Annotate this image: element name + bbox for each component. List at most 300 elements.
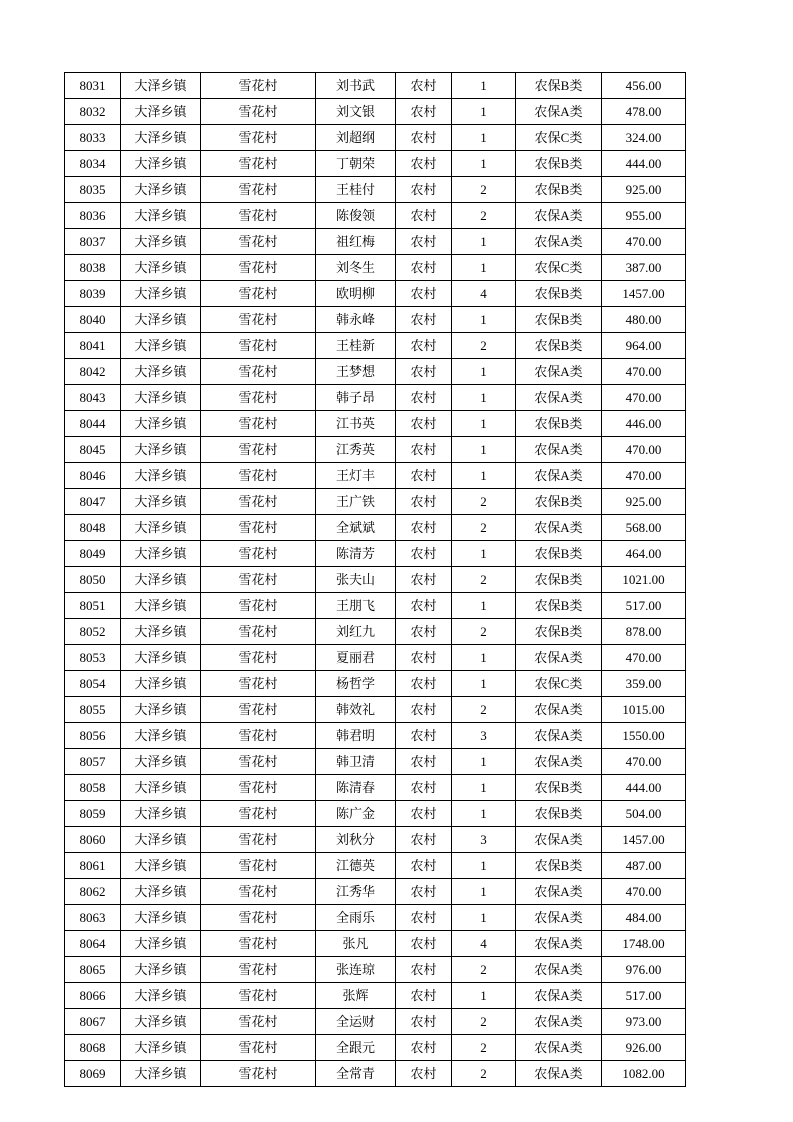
cell-residence-type: 农村 xyxy=(396,255,452,281)
cell-village: 雪花村 xyxy=(201,125,316,151)
cell-person-count: 1 xyxy=(452,73,516,99)
cell-serial: 8051 xyxy=(65,593,121,619)
cell-serial: 8058 xyxy=(65,775,121,801)
cell-serial: 8036 xyxy=(65,203,121,229)
cell-person-count: 1 xyxy=(452,229,516,255)
cell-village: 雪花村 xyxy=(201,749,316,775)
cell-amount: 517.00 xyxy=(602,593,686,619)
cell-insurance-category: 农保A类 xyxy=(516,99,602,125)
cell-person-count: 2 xyxy=(452,489,516,515)
cell-residence-type: 农村 xyxy=(396,749,452,775)
cell-name: 张凡 xyxy=(316,931,396,957)
cell-serial: 8047 xyxy=(65,489,121,515)
cell-township: 大泽乡镇 xyxy=(121,515,201,541)
cell-insurance-category: 农保A类 xyxy=(516,879,602,905)
benefit-table xyxy=(64,72,686,1087)
cell-township: 大泽乡镇 xyxy=(121,593,201,619)
cell-serial: 8035 xyxy=(65,177,121,203)
cell-serial: 8043 xyxy=(65,385,121,411)
cell-name: 刘冬生 xyxy=(316,255,396,281)
cell-township: 大泽乡镇 xyxy=(121,229,201,255)
cell-name: 刘秋分 xyxy=(316,827,396,853)
table-row xyxy=(65,827,686,853)
cell-village: 雪花村 xyxy=(201,463,316,489)
cell-township: 大泽乡镇 xyxy=(121,541,201,567)
cell-insurance-category: 农保A类 xyxy=(516,697,602,723)
cell-residence-type: 农村 xyxy=(396,203,452,229)
cell-village: 雪花村 xyxy=(201,203,316,229)
cell-residence-type: 农村 xyxy=(396,957,452,983)
cell-insurance-category: 农保A类 xyxy=(516,905,602,931)
cell-person-count: 1 xyxy=(452,749,516,775)
table-row xyxy=(65,801,686,827)
cell-township: 大泽乡镇 xyxy=(121,931,201,957)
cell-township: 大泽乡镇 xyxy=(121,801,201,827)
cell-amount: 1457.00 xyxy=(602,281,686,307)
table-row xyxy=(65,983,686,1009)
cell-village: 雪花村 xyxy=(201,671,316,697)
cell-person-count: 3 xyxy=(452,723,516,749)
cell-person-count: 1 xyxy=(452,593,516,619)
cell-person-count: 2 xyxy=(452,177,516,203)
table-row xyxy=(65,1035,686,1061)
cell-insurance-category: 农保B类 xyxy=(516,775,602,801)
table-row xyxy=(65,749,686,775)
cell-residence-type: 农村 xyxy=(396,645,452,671)
cell-person-count: 2 xyxy=(452,203,516,229)
cell-person-count: 1 xyxy=(452,905,516,931)
cell-person-count: 1 xyxy=(452,255,516,281)
cell-township: 大泽乡镇 xyxy=(121,853,201,879)
cell-amount: 1748.00 xyxy=(602,931,686,957)
cell-township: 大泽乡镇 xyxy=(121,645,201,671)
cell-insurance-category: 农保A类 xyxy=(516,1035,602,1061)
cell-township: 大泽乡镇 xyxy=(121,255,201,281)
table-row xyxy=(65,307,686,333)
table-row xyxy=(65,723,686,749)
cell-residence-type: 农村 xyxy=(396,983,452,1009)
cell-residence-type: 农村 xyxy=(396,1009,452,1035)
cell-village: 雪花村 xyxy=(201,801,316,827)
cell-person-count: 1 xyxy=(452,853,516,879)
cell-name: 江秀华 xyxy=(316,879,396,905)
cell-residence-type: 农村 xyxy=(396,333,452,359)
cell-insurance-category: 农保A类 xyxy=(516,359,602,385)
cell-township: 大泽乡镇 xyxy=(121,307,201,333)
cell-insurance-category: 农保A类 xyxy=(516,983,602,1009)
cell-name: 王梦想 xyxy=(316,359,396,385)
cell-serial: 8063 xyxy=(65,905,121,931)
table-row xyxy=(65,775,686,801)
cell-amount: 1550.00 xyxy=(602,723,686,749)
cell-person-count: 3 xyxy=(452,827,516,853)
cell-village: 雪花村 xyxy=(201,333,316,359)
cell-serial: 8038 xyxy=(65,255,121,281)
cell-residence-type: 农村 xyxy=(396,619,452,645)
cell-amount: 470.00 xyxy=(602,385,686,411)
cell-residence-type: 农村 xyxy=(396,385,452,411)
cell-serial: 8069 xyxy=(65,1061,121,1087)
cell-residence-type: 农村 xyxy=(396,905,452,931)
cell-village: 雪花村 xyxy=(201,73,316,99)
cell-residence-type: 农村 xyxy=(396,515,452,541)
cell-insurance-category: 农保B类 xyxy=(516,333,602,359)
cell-residence-type: 农村 xyxy=(396,463,452,489)
cell-township: 大泽乡镇 xyxy=(121,489,201,515)
cell-insurance-category: 农保A类 xyxy=(516,645,602,671)
cell-insurance-category: 农保A类 xyxy=(516,1061,602,1087)
cell-name: 韩子昂 xyxy=(316,385,396,411)
cell-amount: 456.00 xyxy=(602,73,686,99)
cell-name: 刘文银 xyxy=(316,99,396,125)
cell-residence-type: 农村 xyxy=(396,229,452,255)
cell-person-count: 2 xyxy=(452,1035,516,1061)
cell-name: 陈清芳 xyxy=(316,541,396,567)
cell-residence-type: 农村 xyxy=(396,775,452,801)
cell-village: 雪花村 xyxy=(201,1009,316,1035)
cell-insurance-category: 农保B类 xyxy=(516,853,602,879)
cell-amount: 470.00 xyxy=(602,437,686,463)
cell-village: 雪花村 xyxy=(201,905,316,931)
cell-serial: 8045 xyxy=(65,437,121,463)
cell-residence-type: 农村 xyxy=(396,567,452,593)
cell-amount: 568.00 xyxy=(602,515,686,541)
cell-amount: 446.00 xyxy=(602,411,686,437)
cell-amount: 517.00 xyxy=(602,983,686,1009)
cell-residence-type: 农村 xyxy=(396,723,452,749)
cell-township: 大泽乡镇 xyxy=(121,983,201,1009)
cell-insurance-category: 农保B类 xyxy=(516,801,602,827)
cell-township: 大泽乡镇 xyxy=(121,697,201,723)
cell-person-count: 2 xyxy=(452,957,516,983)
cell-person-count: 1 xyxy=(452,385,516,411)
cell-serial: 8042 xyxy=(65,359,121,385)
table-row xyxy=(65,255,686,281)
cell-amount: 470.00 xyxy=(602,645,686,671)
cell-name: 韩永峰 xyxy=(316,307,396,333)
cell-village: 雪花村 xyxy=(201,437,316,463)
cell-village: 雪花村 xyxy=(201,385,316,411)
cell-insurance-category: 农保A类 xyxy=(516,463,602,489)
cell-township: 大泽乡镇 xyxy=(121,437,201,463)
cell-amount: 444.00 xyxy=(602,151,686,177)
cell-insurance-category: 农保C类 xyxy=(516,125,602,151)
cell-township: 大泽乡镇 xyxy=(121,619,201,645)
cell-name: 杨哲学 xyxy=(316,671,396,697)
cell-insurance-category: 农保C类 xyxy=(516,671,602,697)
cell-village: 雪花村 xyxy=(201,489,316,515)
cell-serial: 8064 xyxy=(65,931,121,957)
cell-name: 全常青 xyxy=(316,1061,396,1087)
cell-township: 大泽乡镇 xyxy=(121,359,201,385)
cell-amount: 973.00 xyxy=(602,1009,686,1035)
cell-residence-type: 农村 xyxy=(396,541,452,567)
cell-township: 大泽乡镇 xyxy=(121,1035,201,1061)
cell-name: 韩效礼 xyxy=(316,697,396,723)
cell-township: 大泽乡镇 xyxy=(121,151,201,177)
cell-village: 雪花村 xyxy=(201,827,316,853)
cell-serial: 8054 xyxy=(65,671,121,697)
table-row xyxy=(65,411,686,437)
cell-name: 张夫山 xyxy=(316,567,396,593)
cell-village: 雪花村 xyxy=(201,541,316,567)
cell-township: 大泽乡镇 xyxy=(121,827,201,853)
table-row xyxy=(65,671,686,697)
cell-township: 大泽乡镇 xyxy=(121,281,201,307)
cell-residence-type: 农村 xyxy=(396,1035,452,1061)
table-row xyxy=(65,463,686,489)
cell-name: 王朋飞 xyxy=(316,593,396,619)
cell-village: 雪花村 xyxy=(201,645,316,671)
cell-amount: 878.00 xyxy=(602,619,686,645)
cell-insurance-category: 农保A类 xyxy=(516,749,602,775)
cell-serial: 8059 xyxy=(65,801,121,827)
cell-person-count: 1 xyxy=(452,307,516,333)
cell-amount: 1021.00 xyxy=(602,567,686,593)
table-row xyxy=(65,359,686,385)
table-row xyxy=(65,567,686,593)
table-row xyxy=(65,489,686,515)
cell-insurance-category: 农保B类 xyxy=(516,489,602,515)
cell-residence-type: 农村 xyxy=(396,593,452,619)
cell-village: 雪花村 xyxy=(201,411,316,437)
cell-township: 大泽乡镇 xyxy=(121,879,201,905)
cell-person-count: 1 xyxy=(452,411,516,437)
cell-residence-type: 农村 xyxy=(396,879,452,905)
cell-person-count: 2 xyxy=(452,619,516,645)
cell-serial: 8053 xyxy=(65,645,121,671)
cell-amount: 504.00 xyxy=(602,801,686,827)
cell-amount: 470.00 xyxy=(602,879,686,905)
cell-person-count: 1 xyxy=(452,437,516,463)
cell-amount: 470.00 xyxy=(602,749,686,775)
cell-residence-type: 农村 xyxy=(396,359,452,385)
table-row xyxy=(65,437,686,463)
cell-insurance-category: 农保A类 xyxy=(516,723,602,749)
cell-serial: 8031 xyxy=(65,73,121,99)
table-row xyxy=(65,541,686,567)
cell-amount: 964.00 xyxy=(602,333,686,359)
cell-village: 雪花村 xyxy=(201,775,316,801)
cell-township: 大泽乡镇 xyxy=(121,957,201,983)
cell-name: 全雨乐 xyxy=(316,905,396,931)
table-row xyxy=(65,905,686,931)
cell-insurance-category: 农保B类 xyxy=(516,281,602,307)
cell-amount: 470.00 xyxy=(602,359,686,385)
cell-amount: 359.00 xyxy=(602,671,686,697)
cell-village: 雪花村 xyxy=(201,697,316,723)
cell-insurance-category: 农保B类 xyxy=(516,151,602,177)
cell-person-count: 1 xyxy=(452,671,516,697)
cell-serial: 8052 xyxy=(65,619,121,645)
cell-person-count: 4 xyxy=(452,281,516,307)
cell-township: 大泽乡镇 xyxy=(121,73,201,99)
cell-name: 江德英 xyxy=(316,853,396,879)
cell-name: 王灯丰 xyxy=(316,463,396,489)
table-row xyxy=(65,385,686,411)
cell-serial: 8034 xyxy=(65,151,121,177)
cell-village: 雪花村 xyxy=(201,931,316,957)
cell-residence-type: 农村 xyxy=(396,437,452,463)
cell-village: 雪花村 xyxy=(201,619,316,645)
cell-name: 江书英 xyxy=(316,411,396,437)
table-row xyxy=(65,619,686,645)
cell-insurance-category: 农保B类 xyxy=(516,307,602,333)
cell-insurance-category: 农保A类 xyxy=(516,957,602,983)
cell-residence-type: 农村 xyxy=(396,281,452,307)
cell-amount: 976.00 xyxy=(602,957,686,983)
cell-amount: 464.00 xyxy=(602,541,686,567)
cell-residence-type: 农村 xyxy=(396,151,452,177)
cell-township: 大泽乡镇 xyxy=(121,203,201,229)
table-row xyxy=(65,99,686,125)
cell-insurance-category: 农保B类 xyxy=(516,567,602,593)
cell-name: 陈广金 xyxy=(316,801,396,827)
cell-serial: 8065 xyxy=(65,957,121,983)
cell-person-count: 2 xyxy=(452,333,516,359)
cell-name: 江秀英 xyxy=(316,437,396,463)
table-row xyxy=(65,151,686,177)
cell-name: 王桂付 xyxy=(316,177,396,203)
cell-name: 韩卫清 xyxy=(316,749,396,775)
table-row xyxy=(65,515,686,541)
cell-name: 陈清春 xyxy=(316,775,396,801)
table-row xyxy=(65,281,686,307)
cell-village: 雪花村 xyxy=(201,177,316,203)
cell-amount: 487.00 xyxy=(602,853,686,879)
table-row xyxy=(65,697,686,723)
table-row xyxy=(65,593,686,619)
cell-serial: 8061 xyxy=(65,853,121,879)
cell-person-count: 1 xyxy=(452,359,516,385)
table-row xyxy=(65,1061,686,1087)
cell-village: 雪花村 xyxy=(201,229,316,255)
cell-insurance-category: 农保B类 xyxy=(516,619,602,645)
cell-person-count: 1 xyxy=(452,463,516,489)
cell-person-count: 1 xyxy=(452,983,516,1009)
cell-village: 雪花村 xyxy=(201,359,316,385)
cell-serial: 8062 xyxy=(65,879,121,905)
cell-residence-type: 农村 xyxy=(396,125,452,151)
cell-name: 丁朝荣 xyxy=(316,151,396,177)
cell-insurance-category: 农保B类 xyxy=(516,411,602,437)
cell-person-count: 2 xyxy=(452,1009,516,1035)
cell-amount: 470.00 xyxy=(602,229,686,255)
cell-village: 雪花村 xyxy=(201,307,316,333)
cell-township: 大泽乡镇 xyxy=(121,99,201,125)
table-row xyxy=(65,333,686,359)
cell-name: 夏丽君 xyxy=(316,645,396,671)
cell-amount: 480.00 xyxy=(602,307,686,333)
cell-insurance-category: 农保A类 xyxy=(516,437,602,463)
cell-township: 大泽乡镇 xyxy=(121,463,201,489)
cell-serial: 8055 xyxy=(65,697,121,723)
cell-name: 韩君明 xyxy=(316,723,396,749)
cell-person-count: 1 xyxy=(452,879,516,905)
cell-residence-type: 农村 xyxy=(396,827,452,853)
cell-name: 欧明柳 xyxy=(316,281,396,307)
cell-serial: 8049 xyxy=(65,541,121,567)
cell-village: 雪花村 xyxy=(201,957,316,983)
table-row xyxy=(65,645,686,671)
cell-insurance-category: 农保A类 xyxy=(516,203,602,229)
cell-amount: 484.00 xyxy=(602,905,686,931)
cell-serial: 8039 xyxy=(65,281,121,307)
cell-amount: 387.00 xyxy=(602,255,686,281)
cell-village: 雪花村 xyxy=(201,99,316,125)
table-row xyxy=(65,73,686,99)
cell-amount: 1015.00 xyxy=(602,697,686,723)
cell-serial: 8067 xyxy=(65,1009,121,1035)
cell-insurance-category: 农保A类 xyxy=(516,515,602,541)
cell-township: 大泽乡镇 xyxy=(121,385,201,411)
cell-name: 刘书武 xyxy=(316,73,396,99)
cell-township: 大泽乡镇 xyxy=(121,671,201,697)
cell-insurance-category: 农保C类 xyxy=(516,255,602,281)
cell-serial: 8033 xyxy=(65,125,121,151)
document-page xyxy=(64,72,686,1087)
cell-serial: 8044 xyxy=(65,411,121,437)
table-row xyxy=(65,879,686,905)
cell-residence-type: 农村 xyxy=(396,489,452,515)
cell-residence-type: 农村 xyxy=(396,1061,452,1087)
cell-insurance-category: 农保A类 xyxy=(516,385,602,411)
cell-person-count: 2 xyxy=(452,515,516,541)
table-row xyxy=(65,957,686,983)
cell-village: 雪花村 xyxy=(201,1061,316,1087)
cell-serial: 8068 xyxy=(65,1035,121,1061)
cell-amount: 478.00 xyxy=(602,99,686,125)
cell-township: 大泽乡镇 xyxy=(121,125,201,151)
cell-serial: 8056 xyxy=(65,723,121,749)
cell-village: 雪花村 xyxy=(201,723,316,749)
cell-amount: 955.00 xyxy=(602,203,686,229)
cell-insurance-category: 农保A类 xyxy=(516,931,602,957)
cell-township: 大泽乡镇 xyxy=(121,723,201,749)
cell-serial: 8032 xyxy=(65,99,121,125)
cell-insurance-category: 农保B类 xyxy=(516,541,602,567)
cell-name: 刘红九 xyxy=(316,619,396,645)
cell-residence-type: 农村 xyxy=(396,307,452,333)
cell-name: 全运财 xyxy=(316,1009,396,1035)
cell-serial: 8046 xyxy=(65,463,121,489)
cell-amount: 926.00 xyxy=(602,1035,686,1061)
cell-village: 雪花村 xyxy=(201,281,316,307)
cell-serial: 8050 xyxy=(65,567,121,593)
table-row xyxy=(65,1009,686,1035)
cell-person-count: 2 xyxy=(452,1061,516,1087)
cell-amount: 925.00 xyxy=(602,177,686,203)
cell-residence-type: 农村 xyxy=(396,697,452,723)
cell-serial: 8041 xyxy=(65,333,121,359)
cell-name: 祖红梅 xyxy=(316,229,396,255)
cell-residence-type: 农村 xyxy=(396,931,452,957)
cell-name: 全跟元 xyxy=(316,1035,396,1061)
cell-serial: 8057 xyxy=(65,749,121,775)
cell-name: 全斌斌 xyxy=(316,515,396,541)
cell-person-count: 1 xyxy=(452,151,516,177)
cell-residence-type: 农村 xyxy=(396,671,452,697)
cell-village: 雪花村 xyxy=(201,515,316,541)
cell-residence-type: 农村 xyxy=(396,99,452,125)
cell-village: 雪花村 xyxy=(201,255,316,281)
cell-village: 雪花村 xyxy=(201,983,316,1009)
cell-amount: 444.00 xyxy=(602,775,686,801)
cell-person-count: 4 xyxy=(452,931,516,957)
table-row xyxy=(65,931,686,957)
cell-village: 雪花村 xyxy=(201,853,316,879)
cell-insurance-category: 农保A类 xyxy=(516,229,602,255)
